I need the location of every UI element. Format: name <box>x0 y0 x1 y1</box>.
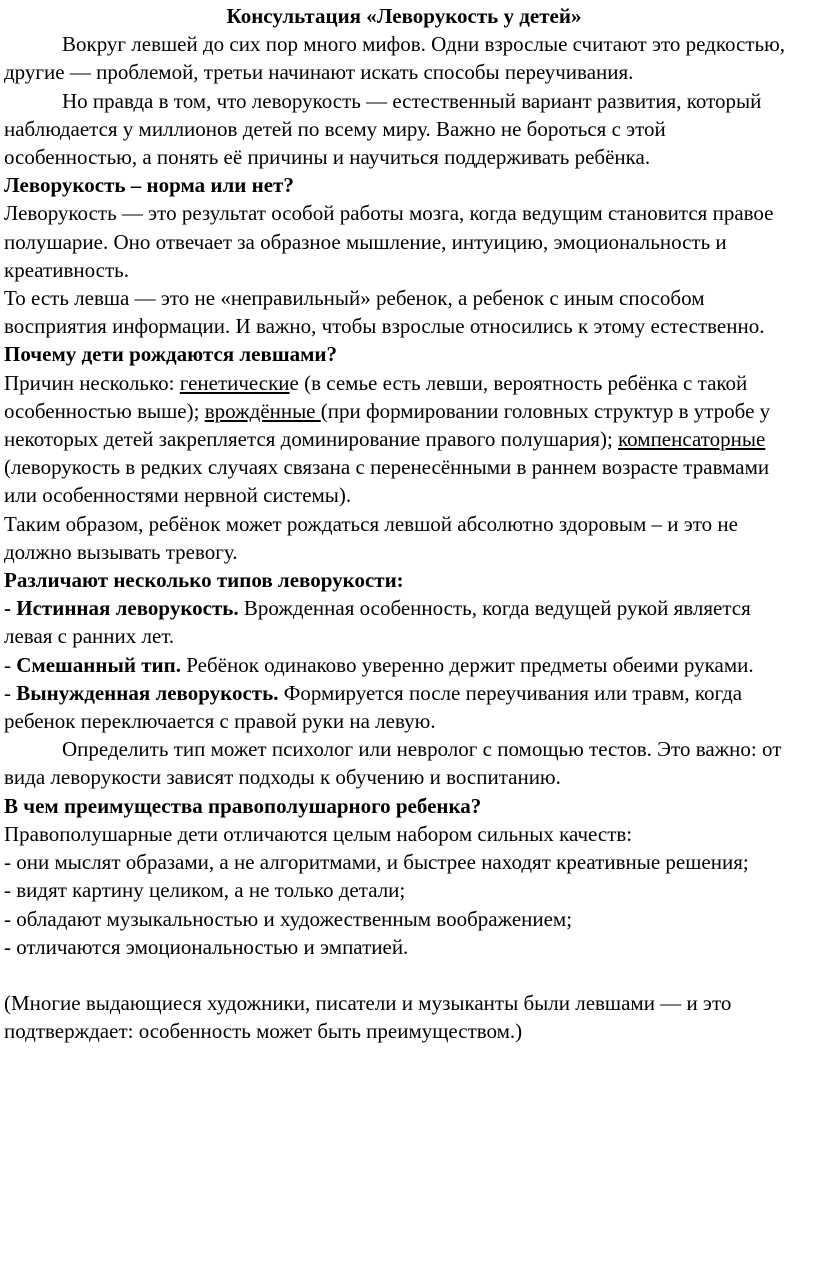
cause-genetic-desc: е (в семье есть левши, вероятность ребёнка с такой особенностью выше); <box>4 370 748 423</box>
type-dash: - <box>4 680 17 705</box>
causes-paragraph <box>4 369 804 510</box>
type-name: Смешанный тип. <box>16 652 181 677</box>
closing-note: (Многие выдающиеся художники, писатели и музыканты были левшами — и это подтверждает: особенность может быть преимуществом.) <box>4 990 732 1044</box>
type-item <box>4 651 804 679</box>
section-heading-advantages: В чем преимущества правополушарного ребенка? <box>4 793 482 818</box>
type-dash: - <box>4 596 17 621</box>
norm-paragraph-2: То есть левша — это не «неправильный» ребенок, а ребенок с иным способом восприятия информации. И важно, чтобы взрослые относились к этому естественно. <box>4 286 765 339</box>
section-heading-norm: Леворукость – норма или нет? <box>4 173 294 198</box>
list-item: - они мыслят образами, а не алгоритмами, и быстрее находят креативные решения; <box>4 850 749 875</box>
list-item: - видят картину целиком, а не только детали; <box>4 878 406 903</box>
norm-paragraph-1: Леворукость — это результат особой работы мозга, когда ведущим становится правое полушарие. Оно отвечает за образное мышление, интуицию, эмоциональность и креативность. <box>4 201 774 282</box>
list-item: - отличаются эмоциональностью и эмпатией. <box>4 934 409 959</box>
type-name: Истинная леворукость. <box>16 596 239 621</box>
type-desc: Ребёнок одинаково уверенно держит предметы обеими руками. <box>180 652 754 677</box>
type-name: Вынужденная леворукость. <box>16 680 279 705</box>
causes-conclusion: Таким образом, ребёнок может рождаться левшой абсолютно здоровым – и это не должно вызывать тревогу. <box>4 511 738 564</box>
advantages-lead: Правополушарные дети отличаются целым набором сильных качеств: <box>4 821 633 846</box>
section-heading-types: Различают несколько типов леворукости: <box>4 568 404 593</box>
cause-congenital-desc: (при формировании головных структур в утробе у некоторых детей закрепляется доминирование правого полушария); <box>4 398 771 452</box>
document-title: Консультация «Леворукость у детей» <box>226 4 582 28</box>
cause-congenital: врождённые <box>204 398 321 423</box>
blank-line <box>4 961 804 989</box>
type-item <box>4 679 804 735</box>
section-heading-causes: Почему дети рождаются левшами? <box>4 342 337 367</box>
list-item: - обладают музыкальностью и художественным воображением; <box>4 906 573 931</box>
type-item <box>4 594 804 650</box>
type-dash: - <box>4 652 17 677</box>
cause-compensatory: компенсаторные <box>618 427 766 452</box>
type-desc: Формируется после переучивания или травм, когда ребенок переключается с правой руки на левую. <box>4 680 743 734</box>
type-desc: Врожденная особенность, когда ведущей рукой является левая с ранних лет. <box>4 596 751 649</box>
intro-paragraph-2: Но правда в том, что леворукость — естественный вариант развития, который наблюдается у миллионов детей по всему миру. Важно не бороться с этой особенностью, а понять её причины и научиться поддерживать ребёнка. <box>4 88 762 170</box>
cause-compensatory-desc: (леворукость в редких случаях связана с перенесёнными в раннем возрасте травмами или особенностями нервной системы). <box>4 455 770 508</box>
causes-lead: Причин несколько: <box>4 370 180 395</box>
cause-genetic: генетически <box>179 370 290 395</box>
types-conclusion: Определить тип может психолог или невролог с помощью тестов. Это важно: от вида леворукости зависят подходы к обучению и воспитанию. <box>4 737 782 790</box>
intro-paragraph-1: Вокруг левшей до сих пор много мифов. Одни взрослые считают это редкостью, другие — проблемой, третьи начинают искать способы переучивания. <box>4 32 786 85</box>
